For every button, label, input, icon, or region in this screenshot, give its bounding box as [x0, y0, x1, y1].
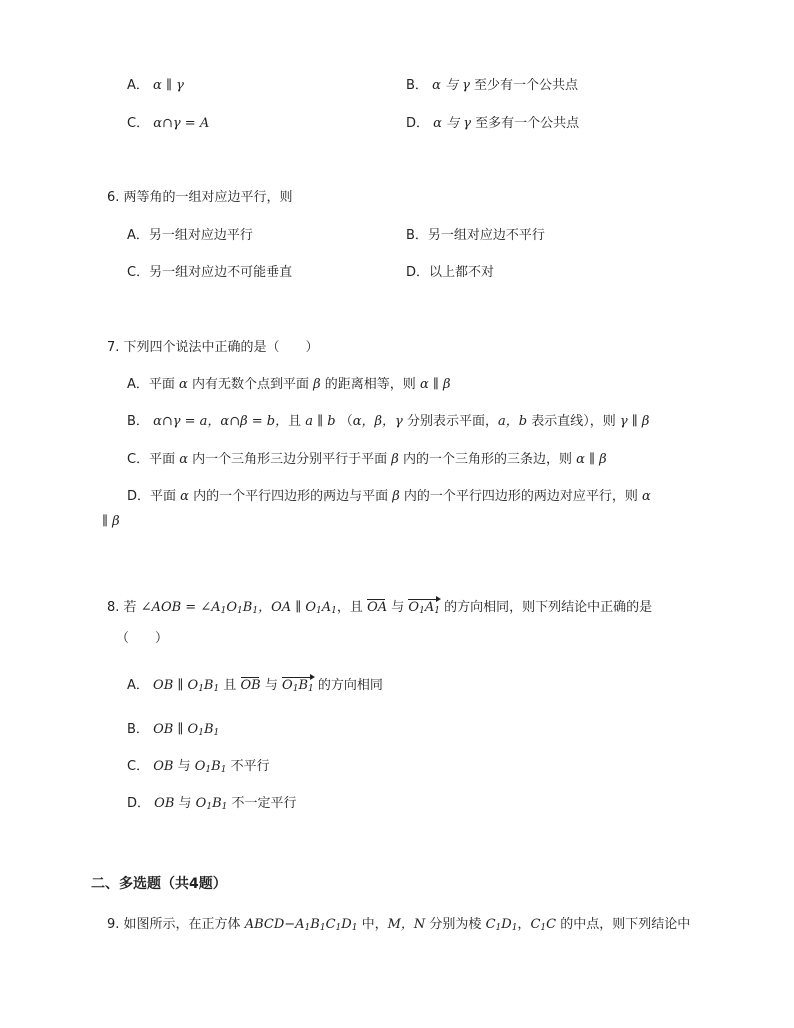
- option-text: 与: [264, 678, 278, 693]
- q8-option-b: [127, 721, 219, 739]
- math-part: B: [203, 678, 214, 693]
- option-label: B．: [127, 722, 149, 737]
- stem-math: [141, 600, 337, 615]
- q7-option-d-continued: [102, 513, 120, 531]
- q6-option-b: B．另一组对应边不平行: [406, 228, 545, 243]
- subscript: 1: [511, 923, 518, 933]
- option-label: B．: [127, 414, 149, 429]
- q8-option-a: [127, 677, 383, 695]
- subscript: 1: [220, 606, 227, 616]
- math-part: OB ∥ O: [153, 722, 199, 737]
- option-label: C．: [127, 759, 150, 774]
- option-label: D．: [406, 116, 430, 131]
- option-text: A．平面: [127, 377, 175, 392]
- vector-o1b1: [282, 677, 314, 695]
- option-text: D．平面: [127, 489, 177, 504]
- option-text: 且: [223, 678, 237, 693]
- stem-text: 中，: [361, 917, 388, 932]
- math-part: B: [212, 796, 222, 811]
- subscript: 1: [213, 728, 220, 738]
- math-part: C: [530, 917, 541, 932]
- stem-text: ，且: [336, 600, 363, 615]
- option-text: 内一个三角形三边分别平行于平面: [192, 452, 388, 467]
- subscript: 1: [495, 923, 502, 933]
- stem-text: 9. 如图所示，在正方体: [107, 917, 241, 932]
- subscript: 1: [331, 606, 337, 616]
- stem-text: 分别为棱: [429, 917, 482, 932]
- math-part: C: [485, 917, 496, 932]
- q7-stem: 7. 下列四个说法中正确的是（ ）: [107, 340, 319, 355]
- q7-option-a: [127, 376, 451, 394]
- q5-option-c: [127, 115, 209, 133]
- stem-text: 8. 若: [107, 600, 137, 615]
- option-text: 与: [178, 796, 192, 811]
- math-part: D: [501, 917, 512, 932]
- option-text: 内的一个平行四边形的两边对应平行，则: [403, 489, 638, 504]
- stem-math: [245, 917, 358, 932]
- stem-math: [486, 917, 518, 932]
- subscript: 1: [198, 684, 204, 694]
- option-text: 内有无数个点到平面: [191, 377, 309, 392]
- option-label: A．: [127, 78, 149, 93]
- q6-option-d: D．以上都不对: [406, 265, 495, 280]
- q8-stem-continued: （ ）: [116, 631, 169, 646]
- option-text: 内的一个三角形的三条边，则: [402, 452, 572, 467]
- option-math: β: [392, 489, 400, 504]
- option-math: α: [179, 377, 188, 392]
- math-part: O: [226, 600, 238, 615]
- option-math: [153, 678, 219, 693]
- option-math: α ∥ β: [576, 452, 607, 467]
- stem-text: ，: [517, 917, 531, 932]
- subscript: 1: [205, 765, 212, 775]
- math-part: B: [298, 678, 308, 693]
- q5-option-d: [406, 115, 579, 133]
- stem-text: 的中点，则下列结论中: [560, 917, 691, 932]
- math-part: A: [321, 600, 332, 615]
- math-part: B: [310, 917, 320, 932]
- option-math: OB: [153, 759, 174, 774]
- subscript: 1: [206, 802, 213, 812]
- q5-option-b: [406, 77, 578, 95]
- math-part: C: [546, 917, 557, 932]
- option-text: 至多有一个公共点: [475, 116, 580, 131]
- math-part: O: [195, 796, 207, 811]
- option-text: 与: [177, 759, 191, 774]
- option-math: [195, 759, 227, 774]
- vector-ob: OB: [240, 678, 261, 693]
- option-math: α: [642, 489, 651, 504]
- option-label: A．: [127, 678, 149, 693]
- math-part: O: [408, 600, 420, 615]
- math-part: D: [341, 917, 352, 932]
- math-part: B: [242, 600, 253, 615]
- q7-option-c: [127, 451, 607, 469]
- option-text: 的方向相同: [317, 678, 383, 693]
- stem-text: 与: [391, 600, 405, 615]
- stem-math: M，N: [387, 917, 426, 932]
- subscript: 1: [221, 802, 228, 812]
- math-part: C: [325, 917, 336, 932]
- subscript: 1: [419, 606, 425, 616]
- option-math: OB: [154, 796, 175, 811]
- option-math: α 与 γ: [433, 116, 471, 131]
- math-part: O: [282, 678, 293, 693]
- q8-option-d: [127, 795, 297, 813]
- math-part: ∠AOB = ∠A: [140, 600, 221, 615]
- math-part: B: [211, 759, 221, 774]
- subscript: 1: [434, 606, 440, 616]
- option-math: α∩γ = a，α∩β = b，: [153, 414, 289, 429]
- q9-stem: [107, 916, 690, 934]
- option-math: α，β，γ: [352, 414, 403, 429]
- subscript: 1: [198, 728, 204, 738]
- subscript: 1: [319, 923, 326, 933]
- option-text: 且: [288, 414, 302, 429]
- option-label: C．: [127, 116, 150, 131]
- option-text: （: [339, 414, 353, 429]
- option-math: [153, 722, 219, 737]
- option-math: a ∥ b: [305, 414, 336, 429]
- q7-option-b: [127, 413, 649, 431]
- math-part: A: [424, 600, 435, 615]
- subscript: 1: [308, 684, 314, 694]
- option-text: C．平面: [127, 452, 176, 467]
- subscript: 1: [304, 923, 311, 933]
- option-text: 表示直线），则: [531, 414, 616, 429]
- q8-stem: [107, 599, 652, 617]
- option-text: 分别表示平面，: [406, 414, 498, 429]
- option-text: 的距离相等，则: [324, 377, 416, 392]
- option-text: 不平行: [230, 759, 270, 774]
- subscript: 1: [316, 606, 322, 616]
- math-part: ，OA ∥ O: [258, 600, 317, 615]
- subscript: 1: [335, 923, 342, 933]
- q6-option-a: A．另一组对应边平行: [127, 228, 253, 243]
- option-math: [196, 796, 228, 811]
- vector-oa: OA: [367, 600, 388, 615]
- option-math: ∥ β: [102, 514, 120, 529]
- q5-option-a: [127, 77, 184, 95]
- math-part: ABCD−A: [244, 917, 305, 932]
- option-math: α: [180, 489, 189, 504]
- section-heading: 二、多选题（共4题）: [91, 876, 227, 892]
- subscript: 1: [540, 923, 547, 933]
- q6-option-c: C．另一组对应边不可能垂直: [127, 265, 293, 280]
- option-math: α ∥ β: [419, 377, 451, 392]
- option-math: α∩γ = A: [153, 116, 210, 131]
- option-label: D．: [127, 796, 151, 811]
- q8-option-c: [127, 758, 270, 776]
- subscript: 1: [292, 684, 299, 694]
- subscript: 1: [213, 684, 220, 694]
- subscript: 1: [220, 765, 227, 775]
- math-part: O: [194, 759, 206, 774]
- option-text: 内的一个平行四边形的两边与平面: [193, 489, 389, 504]
- stem-math: [530, 917, 556, 932]
- option-math: α 与 γ: [432, 78, 470, 93]
- option-text: 不一定平行: [231, 796, 297, 811]
- subscript: 1: [252, 606, 259, 616]
- option-math: β: [313, 377, 321, 392]
- option-text: 至少有一个公共点: [474, 78, 579, 93]
- option-math: α: [179, 452, 188, 467]
- math-part: OB ∥ O: [153, 678, 199, 693]
- subscript: 1: [237, 606, 243, 616]
- math-part: B: [203, 722, 214, 737]
- option-label: B．: [406, 78, 428, 93]
- option-math: α ∥ γ: [153, 78, 184, 93]
- option-math: γ ∥ β: [619, 414, 650, 429]
- subscript: 1: [351, 923, 358, 933]
- vector-o1a1: [408, 599, 440, 617]
- q6-stem: 6. 两等角的一组对应边平行，则: [107, 190, 293, 205]
- stem-text: 的方向相同，则下列结论中正确的是: [444, 600, 653, 615]
- q7-option-d: [127, 488, 651, 506]
- option-math: a，b: [497, 414, 528, 429]
- option-math: β: [391, 452, 399, 467]
